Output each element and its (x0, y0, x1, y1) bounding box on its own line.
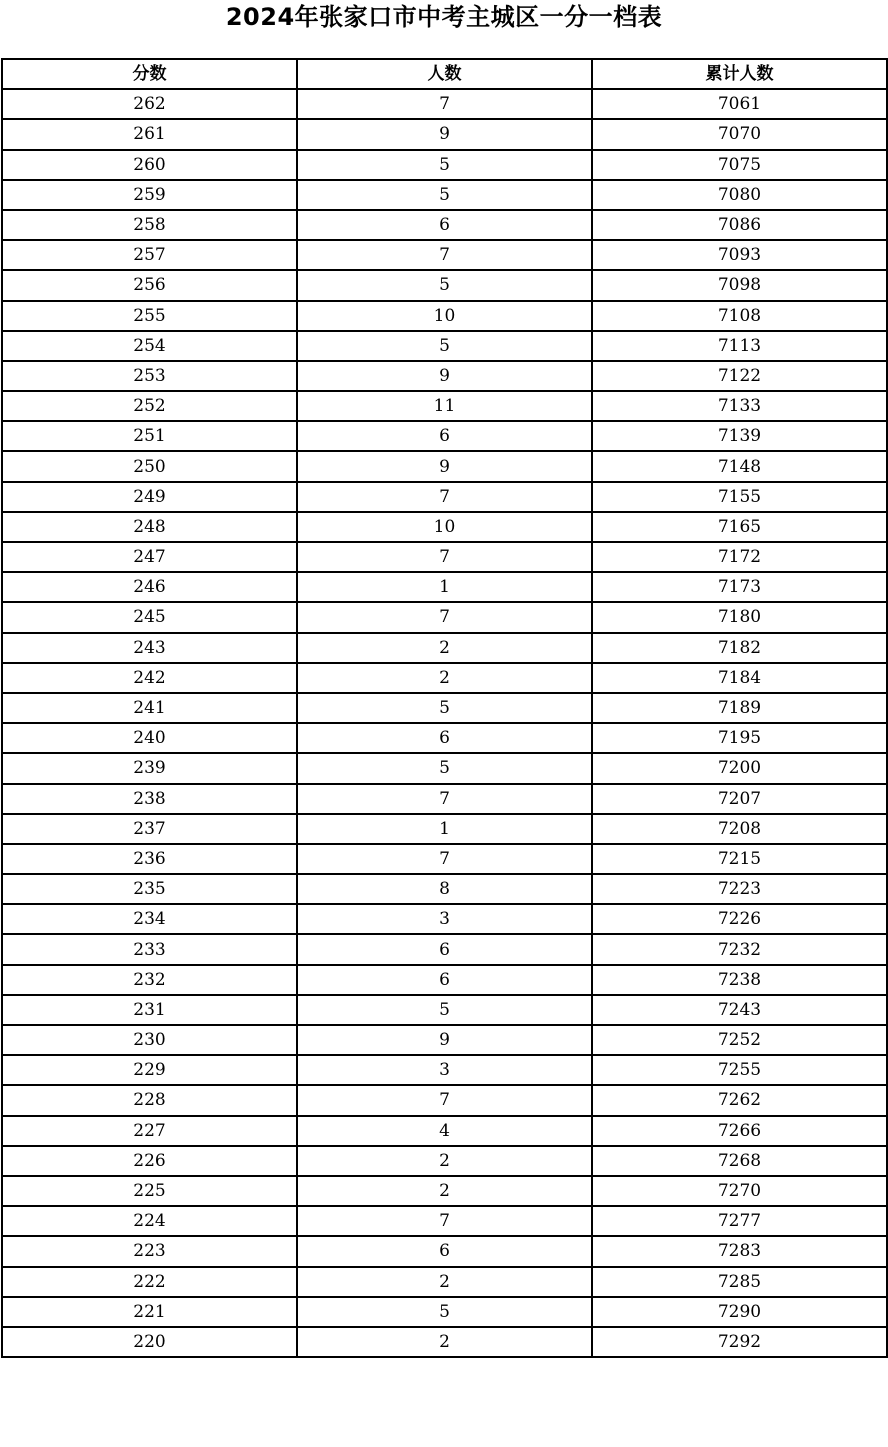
cell-cumulative: 7223 (592, 874, 887, 904)
cell-cumulative: 7285 (592, 1267, 887, 1297)
table-row (2, 361, 887, 391)
cell-score: 233 (2, 934, 297, 964)
table-row (2, 995, 887, 1025)
cell-score: 237 (2, 814, 297, 844)
table-row (2, 240, 887, 270)
cell-count: 2 (297, 1176, 592, 1206)
table-row (2, 572, 887, 602)
cell-score: 259 (2, 180, 297, 210)
score-distribution-table (1, 58, 888, 1358)
cell-score: 229 (2, 1055, 297, 1085)
cell-score: 243 (2, 633, 297, 663)
cell-count: 2 (297, 663, 592, 693)
cell-cumulative: 7182 (592, 633, 887, 663)
cell-score: 238 (2, 784, 297, 814)
cell-cumulative: 7207 (592, 784, 887, 814)
cell-score: 222 (2, 1267, 297, 1297)
cell-count: 7 (297, 784, 592, 814)
cell-count: 2 (297, 1327, 592, 1357)
cell-score: 247 (2, 542, 297, 572)
cell-cumulative: 7268 (592, 1146, 887, 1176)
table-row (2, 1146, 887, 1176)
table-row (2, 1055, 887, 1085)
cell-count: 4 (297, 1116, 592, 1146)
header-row (2, 59, 887, 89)
table-row (2, 1267, 887, 1297)
cell-cumulative: 7283 (592, 1236, 887, 1266)
table-row (2, 1176, 887, 1206)
cell-cumulative: 7098 (592, 270, 887, 300)
cell-count: 6 (297, 421, 592, 451)
table-row (2, 1236, 887, 1266)
table-row (2, 844, 887, 874)
table-row (2, 1206, 887, 1236)
cell-count: 10 (297, 301, 592, 331)
cell-score: 250 (2, 451, 297, 481)
table-header (2, 59, 887, 89)
table-row (2, 723, 887, 753)
cell-cumulative: 7266 (592, 1116, 887, 1146)
cell-count: 8 (297, 874, 592, 904)
cell-score: 224 (2, 1206, 297, 1236)
cell-count: 6 (297, 965, 592, 995)
cell-cumulative: 7208 (592, 814, 887, 844)
table-row (2, 934, 887, 964)
table-row (2, 119, 887, 149)
cell-score: 249 (2, 482, 297, 512)
cell-cumulative: 7292 (592, 1327, 887, 1357)
cell-cumulative: 7080 (592, 180, 887, 210)
cell-count: 6 (297, 1236, 592, 1266)
cell-count: 6 (297, 210, 592, 240)
table-row (2, 391, 887, 421)
table-row (2, 784, 887, 814)
cell-score: 231 (2, 995, 297, 1025)
cell-cumulative: 7093 (592, 240, 887, 270)
cell-cumulative: 7148 (592, 451, 887, 481)
cell-count: 7 (297, 542, 592, 572)
cell-count: 11 (297, 391, 592, 421)
table-row (2, 753, 887, 783)
cell-cumulative: 7232 (592, 934, 887, 964)
cell-cumulative: 7113 (592, 331, 887, 361)
table-row (2, 814, 887, 844)
cell-score: 226 (2, 1146, 297, 1176)
cell-count: 9 (297, 451, 592, 481)
cell-count: 7 (297, 89, 592, 119)
table-body (2, 89, 887, 1357)
column-header-count: 人数 (297, 59, 592, 89)
cell-cumulative: 7255 (592, 1055, 887, 1085)
cell-cumulative: 7180 (592, 602, 887, 632)
cell-cumulative: 7252 (592, 1025, 887, 1055)
cell-score: 236 (2, 844, 297, 874)
cell-score: 255 (2, 301, 297, 331)
cell-cumulative: 7277 (592, 1206, 887, 1236)
table-row (2, 1116, 887, 1146)
column-header-cumulative: 累计人数 (592, 59, 887, 89)
cell-count: 5 (297, 753, 592, 783)
cell-count: 7 (297, 844, 592, 874)
cell-score: 254 (2, 331, 297, 361)
cell-score: 228 (2, 1085, 297, 1115)
cell-cumulative: 7133 (592, 391, 887, 421)
table-row (2, 1085, 887, 1115)
cell-score: 245 (2, 602, 297, 632)
cell-score: 251 (2, 421, 297, 451)
table-row (2, 512, 887, 542)
cell-count: 7 (297, 1085, 592, 1115)
cell-cumulative: 7061 (592, 89, 887, 119)
cell-cumulative: 7155 (592, 482, 887, 512)
cell-cumulative: 7108 (592, 301, 887, 331)
table-row (2, 1327, 887, 1357)
table-row (2, 904, 887, 934)
cell-score: 261 (2, 119, 297, 149)
cell-count: 6 (297, 723, 592, 753)
cell-cumulative: 7195 (592, 723, 887, 753)
cell-count: 7 (297, 1206, 592, 1236)
cell-cumulative: 7270 (592, 1176, 887, 1206)
table-row (2, 542, 887, 572)
cell-count: 5 (297, 150, 592, 180)
cell-count: 2 (297, 1267, 592, 1297)
cell-cumulative: 7173 (592, 572, 887, 602)
cell-cumulative: 7172 (592, 542, 887, 572)
cell-score: 223 (2, 1236, 297, 1266)
cell-score: 248 (2, 512, 297, 542)
cell-score: 256 (2, 270, 297, 300)
cell-score: 241 (2, 693, 297, 723)
table-row (2, 270, 887, 300)
cell-score: 220 (2, 1327, 297, 1357)
cell-score: 221 (2, 1297, 297, 1327)
cell-cumulative: 7189 (592, 693, 887, 723)
column-header-score: 分数 (2, 59, 297, 89)
table-row (2, 451, 887, 481)
cell-cumulative: 7075 (592, 150, 887, 180)
cell-count: 3 (297, 1055, 592, 1085)
cell-count: 6 (297, 934, 592, 964)
table-row (2, 663, 887, 693)
cell-score: 230 (2, 1025, 297, 1055)
table-row (2, 965, 887, 995)
cell-count: 9 (297, 119, 592, 149)
cell-count: 5 (297, 270, 592, 300)
cell-count: 7 (297, 482, 592, 512)
cell-score: 235 (2, 874, 297, 904)
cell-score: 253 (2, 361, 297, 391)
cell-score: 242 (2, 663, 297, 693)
cell-cumulative: 7184 (592, 663, 887, 693)
cell-cumulative: 7238 (592, 965, 887, 995)
cell-cumulative: 7200 (592, 753, 887, 783)
table-row (2, 633, 887, 663)
cell-count: 7 (297, 602, 592, 632)
table-row (2, 482, 887, 512)
cell-score: 258 (2, 210, 297, 240)
cell-score: 246 (2, 572, 297, 602)
cell-cumulative: 7139 (592, 421, 887, 451)
cell-count: 5 (297, 331, 592, 361)
cell-score: 260 (2, 150, 297, 180)
cell-cumulative: 7122 (592, 361, 887, 391)
table-row (2, 1025, 887, 1055)
cell-count: 5 (297, 1297, 592, 1327)
cell-score: 227 (2, 1116, 297, 1146)
cell-score: 234 (2, 904, 297, 934)
table-row (2, 693, 887, 723)
cell-count: 1 (297, 814, 592, 844)
table-row (2, 180, 887, 210)
cell-count: 9 (297, 361, 592, 391)
cell-cumulative: 7165 (592, 512, 887, 542)
cell-cumulative: 7086 (592, 210, 887, 240)
cell-count: 2 (297, 633, 592, 663)
table-row (2, 874, 887, 904)
cell-score: 240 (2, 723, 297, 753)
cell-score: 262 (2, 89, 297, 119)
cell-count: 5 (297, 693, 592, 723)
cell-score: 252 (2, 391, 297, 421)
table-row (2, 331, 887, 361)
cell-count: 7 (297, 240, 592, 270)
cell-count: 10 (297, 512, 592, 542)
table-row (2, 1297, 887, 1327)
table-row (2, 301, 887, 331)
cell-count: 5 (297, 995, 592, 1025)
cell-score: 239 (2, 753, 297, 783)
cell-score: 225 (2, 1176, 297, 1206)
table-row (2, 602, 887, 632)
cell-cumulative: 7290 (592, 1297, 887, 1327)
cell-score: 232 (2, 965, 297, 995)
cell-cumulative: 7215 (592, 844, 887, 874)
page-title: 2024年张家口市中考主城区一分一档表 (225, 3, 663, 31)
cell-count: 9 (297, 1025, 592, 1055)
cell-count: 5 (297, 180, 592, 210)
cell-count: 3 (297, 904, 592, 934)
cell-score: 257 (2, 240, 297, 270)
table-row (2, 210, 887, 240)
table-row (2, 150, 887, 180)
cell-cumulative: 7243 (592, 995, 887, 1025)
cell-cumulative: 7262 (592, 1085, 887, 1115)
cell-count: 1 (297, 572, 592, 602)
cell-count: 2 (297, 1146, 592, 1176)
cell-cumulative: 7226 (592, 904, 887, 934)
cell-cumulative: 7070 (592, 119, 887, 149)
table-row (2, 89, 887, 119)
table-row (2, 421, 887, 451)
